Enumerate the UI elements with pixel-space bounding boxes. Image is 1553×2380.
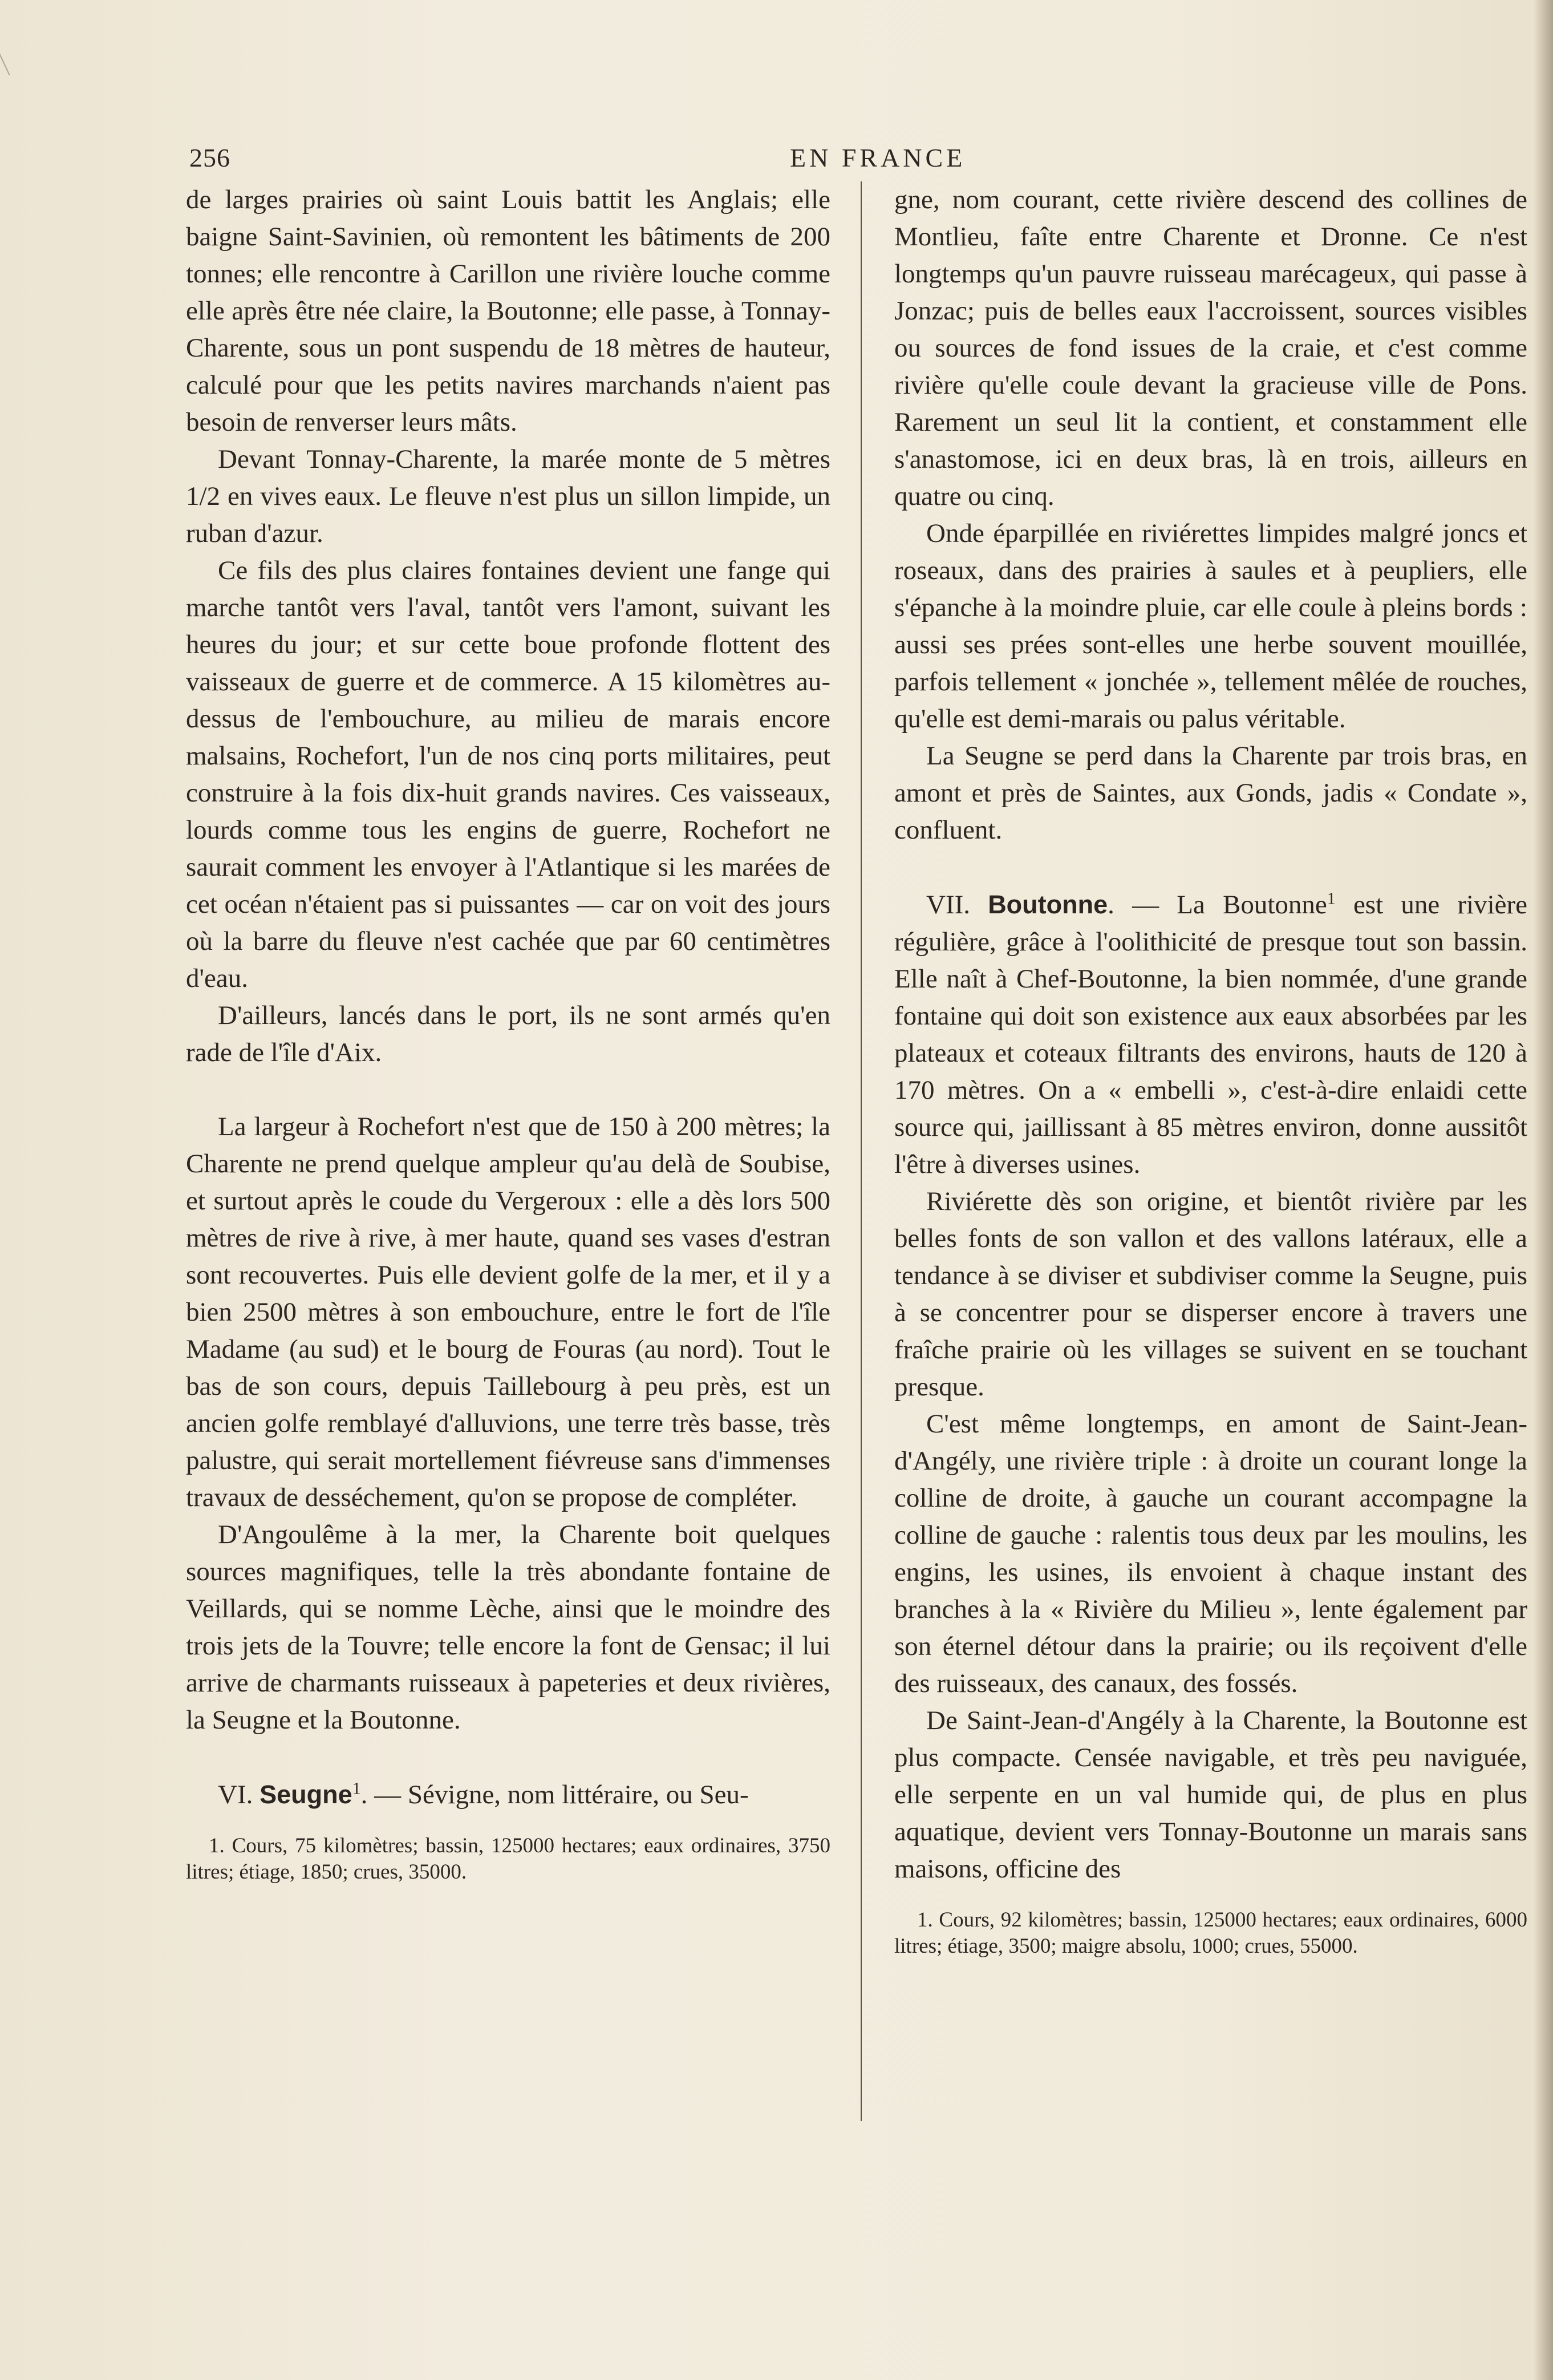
page-edge-mark: [0, 39, 22, 76]
right-paragraph-1: gne, nom courant, cette rivière descend des collines de Montlieu, faîte entre Charente et Dronne. Ce n'est longtemps qu'un pauvre ruisseau marécageux, qui passe à Jonzac; puis de belles eaux l'accroissent, sources visibles ou sources de fond issues de la craie, et c'est comme rivière qu'elle coule devant la gracieuse ville de Pons. Rarement un seul lit la contient, et constamment elle s'anastomose, ici en deux bras, là en trois, ailleurs en quatre ou cinq.: [894, 185, 1527, 511]
section-body-text: est une rivière régulière, grâce à l'oolithicité de presque tout son bassin. Elle naît à Chef-Boutonne, la bien nommée, d'une grande fontaine qui doit son existence aux eaux absorbées par les plateaux et coteaux filtrants des environs, hauts de 120 à 170 mètres. On a « embelli », c'est-à-dire enlaidi cette source qui, jaillissant à 85 mètres environ, donne aussitôt l'être à diverses usines.: [894, 890, 1528, 1179]
left-column: [186, 181, 830, 1885]
running-title: EN FRANCE: [790, 143, 966, 172]
right-paragraph-6: De Saint-Jean-d'Angély à la Charente, la Boutonne est plus compacte. Censée navigable, et très peu naviguée, elle serpente en un val humide qui, de plus en plus aquatique, devient vers Tonnay-Boutonne un marais sans maisons, officine des: [894, 1706, 1527, 1884]
section-lead-text: . — Sévigne, nom littéraire, ou Seu-: [360, 1780, 749, 1810]
section-title: Seugne: [259, 1780, 352, 1809]
left-paragraph-4: D'ailleurs, lancés dans le port, ils ne sont armés qu'en rade de l'île d'Aix.: [186, 1001, 830, 1067]
right-paragraph-4: Riviérette dès son origine, et bientôt rivière par les belles fonts de son vallon et des vallons latéraux, elle a tendance à se diviser et subdiviser comme la Seugne, puis à se concentrer pour se disperser encore à travers une fraîche prairie où les villages se suivent en se touchant presque.: [894, 1187, 1527, 1402]
column-divider: [861, 181, 862, 2121]
left-paragraph-2: Devant Tonnay-Charente, la marée monte de 5 mètres 1/2 en vives eaux. Le fleuve n'est plus un sillon limpide, un ruban d'azur.: [186, 444, 830, 548]
page-header: [183, 143, 1511, 177]
right-paragraph-2: Onde éparpillée en riviérettes limpides malgré joncs et roseaux, dans des prairies à saules et à peupliers, elle s'épanche à la moindre pluie, car elle coule à pleins bords : aussi ses prées sont-elles une herbe souvent mouillée, parfois tellement « jonchée », tellement mêlée de rouches, qu'elle est demi-marais ou palus véritable.: [894, 519, 1527, 734]
left-paragraph-1: de larges prairies où saint Louis battit les Anglais; elle baigne Saint-Savinien, où remontent les bâtiments de 200 tonnes; elle rencontre à Carillon une rivière louche comme elle après être née claire, la Boutonne; elle passe, à Tonnay-Charente, sous un pont suspendu de 18 mètres de hauteur, calculé pour que les petits navires marchands n'aient pas besoin de renverser leurs mâts.: [186, 185, 830, 437]
section-heading-boutonne: [894, 886, 1527, 1183]
page-number: 256: [189, 143, 230, 172]
left-footnote: 1. Cours, 75 kilomètres; bassin, 125000 hectares; eaux ordinaires, 3750 litres; étiage, 1850; crues, 35000.: [186, 1834, 830, 1884]
section-title: Boutonne: [988, 890, 1108, 919]
right-paragraph-3: La Seugne se perd dans la Charente par trois bras, en amont et près de Saintes, aux Gonds, jadis « Condate », confluent.: [894, 741, 1527, 845]
right-footnote: 1. Cours, 92 kilomètres; bassin, 125000 hectares; eaux ordinaires, 6000 litres; étiage, 3500; maigre absolu, 1000; crues, 55000.: [894, 1908, 1527, 1958]
page-edge-shadow: [1534, 0, 1553, 2380]
right-paragraph-5: C'est même longtemps, en amont de Saint-Jean-d'Angély, une rivière triple : à droite un courant longe la colline de droite, à gauche un courant accompagne la colline de gauche : ralentis tous deux par les moulins, les engins, les usines, ils envoient à chaque instant des branches à la « Rivière du Milieu », lente également par son éternel détour dans la prairie; ou ils reçoivent d'elle des ruisseaux, des canaux, des fossés.: [894, 1409, 1527, 1698]
section-heading-seugne: [186, 1776, 830, 1814]
left-paragraph-6: D'Angoulême à la mer, la Charente boit quelques sources magnifiques, telle la très abondante fontaine de Veillards, qui se nomme Lèche, ainsi que le moindre des trois jets de la Touvre; telle encore la font de Gensac; il lui arrive de charmants ruisseaux à papeteries et deux rivières, la Seugne et la Boutonne.: [186, 1520, 830, 1735]
left-paragraph-3: Ce fils des plus claires fontaines devient une fange qui marche tantôt vers l'aval, tantôt vers l'amont, suivant les heures du jour; et sur cette boue profonde flottent des vaisseaux de guerre et de commerce. A 15 kilomètres au-dessus de l'embouchure, au milieu de marais encore malsains, Rochefort, l'un de nos cinq ports militaires, peut construire à la fois dix-huit grands navires. Ces vaisseaux, lourds comme tous les engins de guerre, Rochefort ne saurait comment les envoyer à l'Atlantique si les marées de cet océan n'étaient pas si puissantes — car on voit des jours où la barre du fleuve n'est cachée que par 60 centimètres d'eau.: [186, 556, 830, 993]
section-number: VI.: [218, 1780, 253, 1810]
section-lead-text: . — La Boutonne: [1108, 890, 1327, 920]
footnote-marker: 1: [352, 1779, 361, 1798]
footnote-marker: 1: [1327, 889, 1336, 908]
right-column: [894, 181, 1527, 1960]
section-number: VII.: [926, 890, 970, 920]
left-paragraph-5: La largeur à Rochefort n'est que de 150 à 200 mètres; la Charente ne prend quelque ampleur qu'au delà de Soubise, et surtout après le coude du Vergeroux : elle a dès lors 500 mètres de rive à rive, à mer haute, quand ses vases d'estran sont recouvertes. Puis elle devient golfe de la mer, et il y a bien 2500 mètres à son embouchure, entre le fort de l'île Madame (au sud) et le bourg de Fouras (au nord). Tout le bas de son cours, depuis Taillebourg à peu près, est un ancien golfe remblayé d'alluvions, une terre très basse, très palustre, qui serait mortellement fiévreuse sans d'immenses travaux de desséchement, qu'on se propose de compléter.: [186, 1112, 830, 1512]
